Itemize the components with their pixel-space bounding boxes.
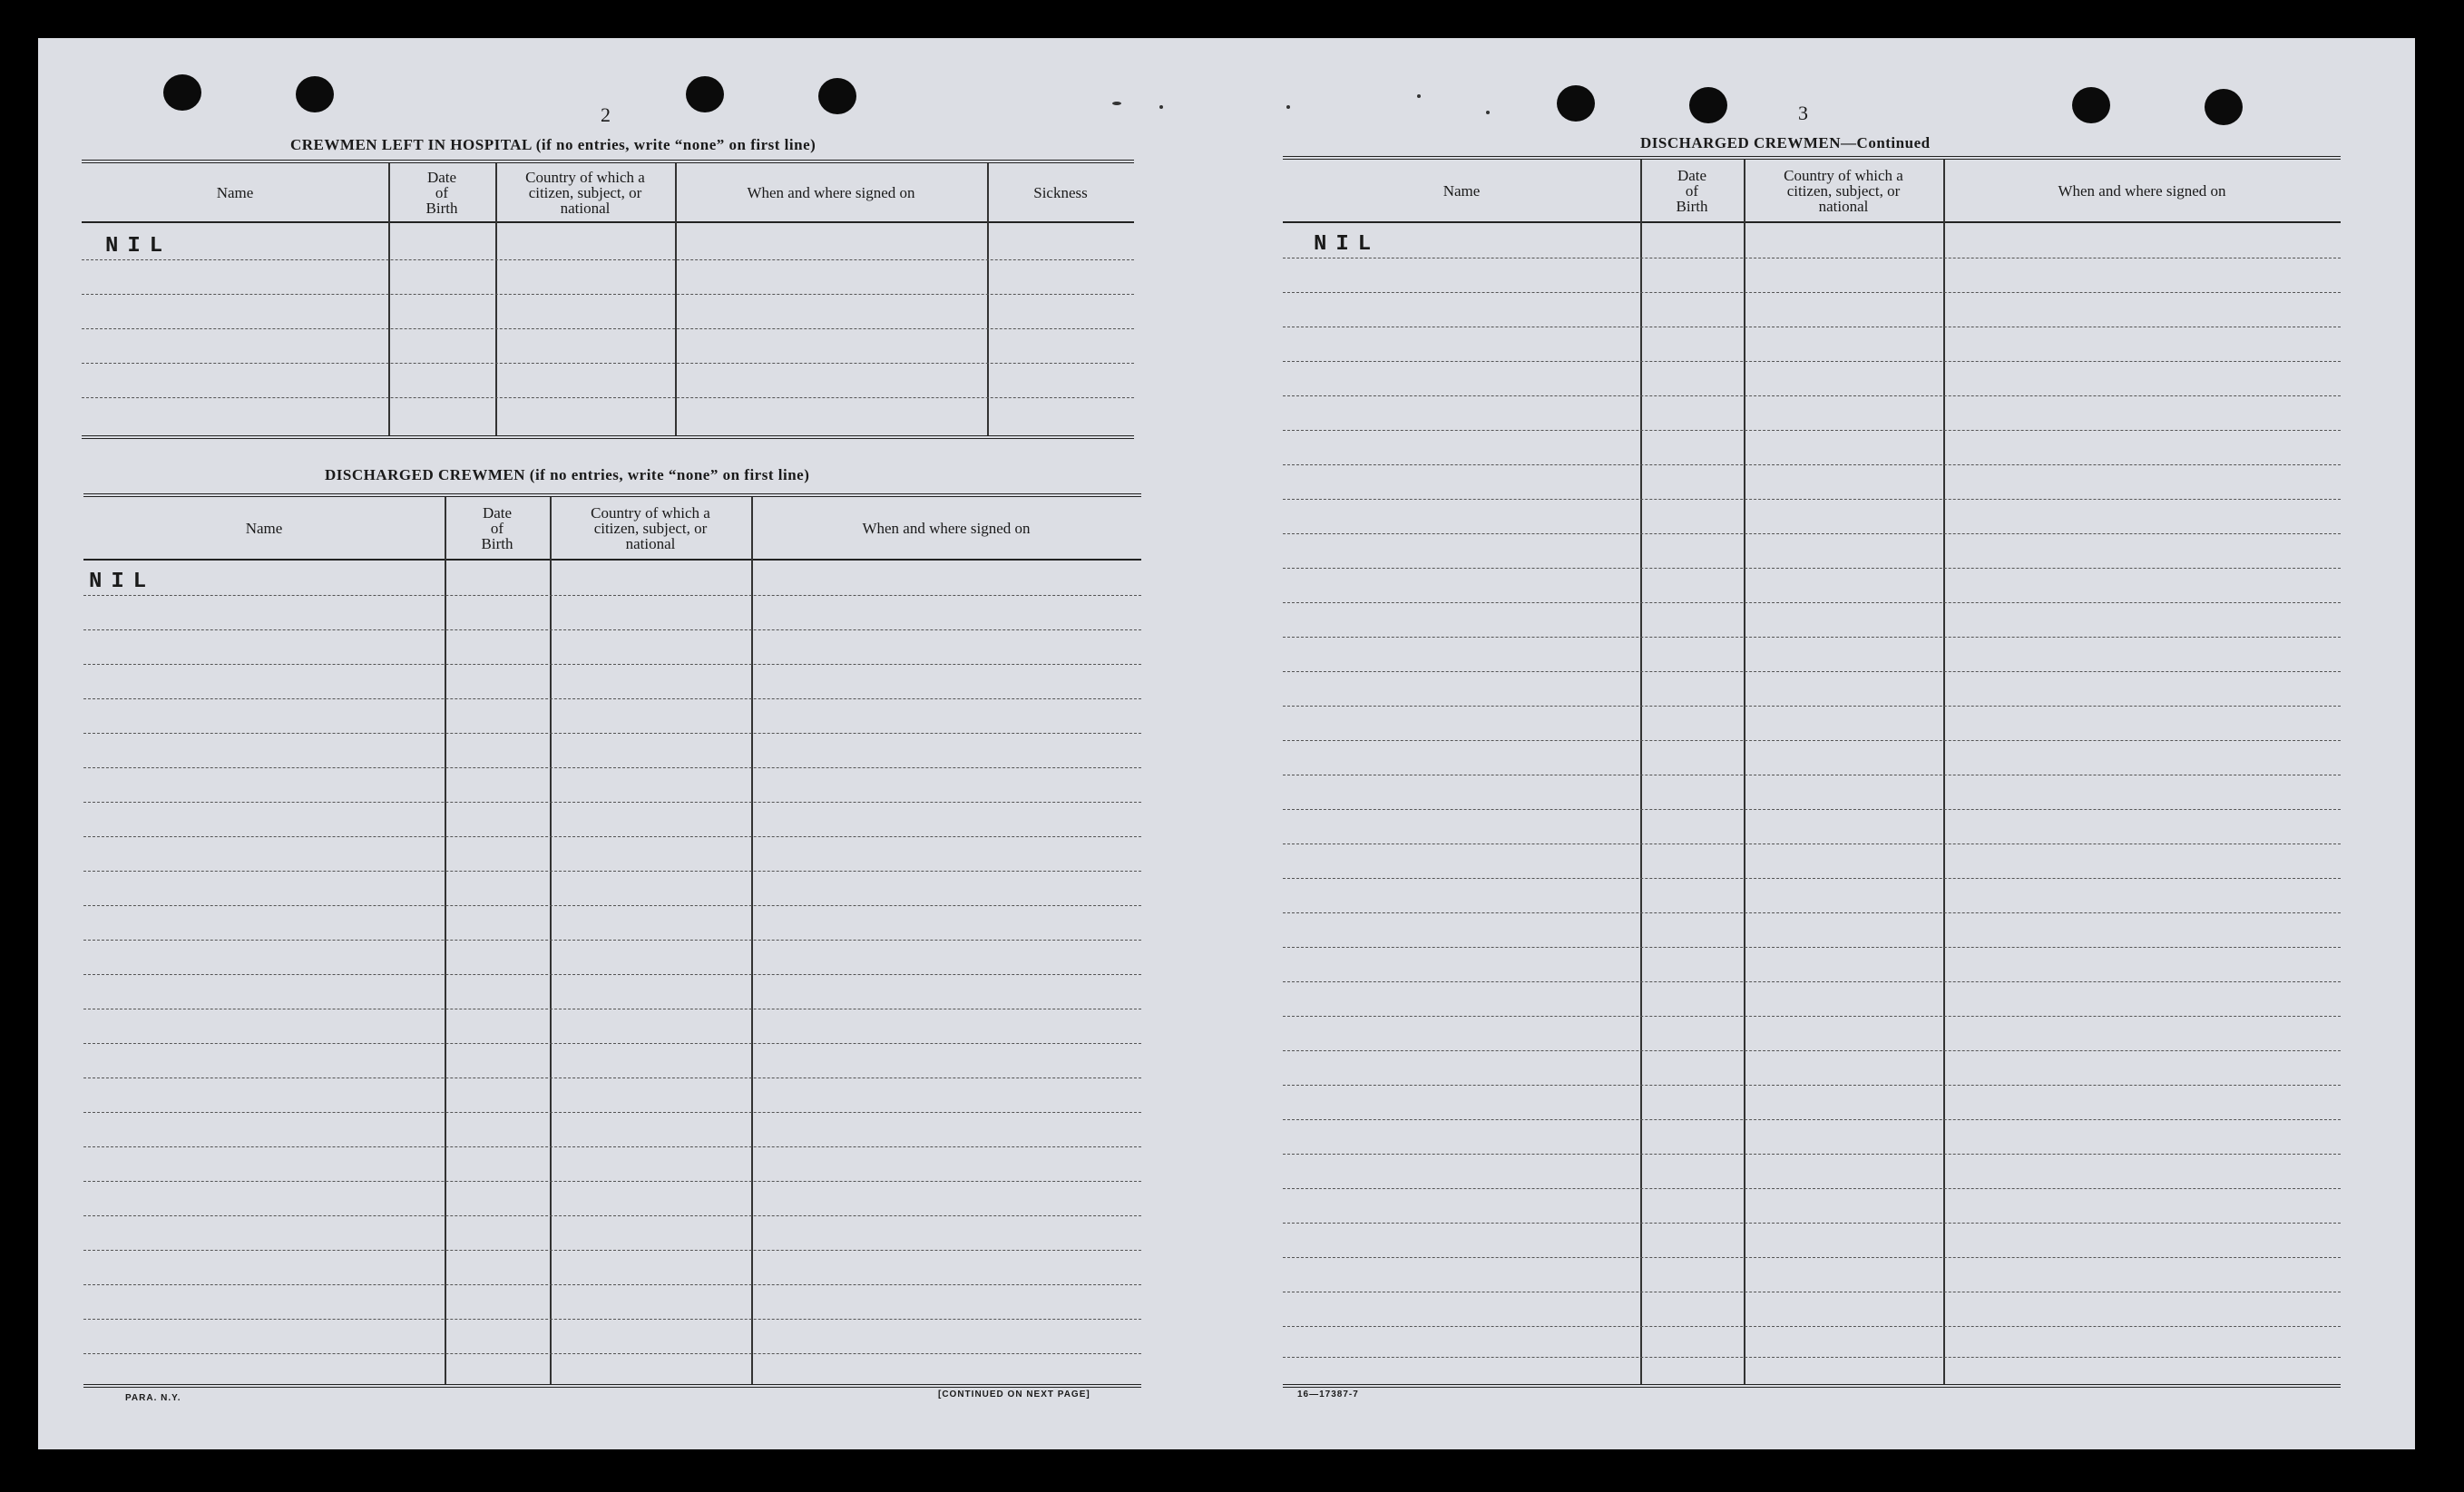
hospital-section-title: CREWMEN LEFT IN HOSPITAL (if no entries, write “none” on first line) — [290, 136, 816, 153]
col-header-name: Name — [1442, 181, 1481, 200]
document-sheet — [38, 38, 2415, 1449]
punch-hole — [163, 74, 201, 111]
punch-hole — [1689, 87, 1727, 123]
col-header-name: Name — [245, 519, 283, 537]
speck — [1159, 105, 1163, 109]
col-header-date-of-birth: Date of Birth — [425, 168, 458, 217]
discharged-table-right — [1283, 156, 2341, 1388]
hospital-table — [82, 160, 1134, 439]
hospital-entry-nil: NIL — [105, 234, 172, 258]
punch-hole — [2072, 87, 2110, 123]
col-header-when-where: When and where signed on — [2058, 181, 2226, 200]
discharged-section-title: DISCHARGED CREWMEN (if no entries, write “none” on first line) — [325, 466, 810, 483]
discharged-continued-title: DISCHARGED CREWMEN—Continued — [1640, 134, 1931, 151]
footer-continued: [CONTINUED ON NEXT PAGE] — [938, 1390, 1090, 1399]
discharged-entry-nil: NIL — [89, 570, 156, 594]
col-header-country: Country of which a citizen, subject, or national — [1784, 166, 1903, 215]
footer-printer-mark: PARA. N.Y. — [125, 1393, 181, 1403]
discharged-table-left — [83, 493, 1141, 1388]
punch-hole — [686, 76, 724, 112]
speck — [1112, 102, 1121, 105]
col-header-date-of-birth: Date of Birth — [1676, 166, 1708, 215]
punch-hole — [1557, 85, 1595, 122]
col-header-when-where: When and where signed on — [862, 519, 1031, 537]
col-header-sickness: Sickness — [1033, 183, 1088, 201]
page-number-right: 3 — [1798, 102, 1808, 124]
punch-hole — [818, 78, 856, 114]
punch-hole — [296, 76, 334, 112]
col-header-country: Country of which a citizen, subject, or national — [591, 503, 710, 552]
speck — [1417, 94, 1421, 98]
discharged-continued-entry-nil: NIL — [1314, 232, 1381, 257]
page-number-left: 2 — [601, 103, 611, 126]
speck — [1486, 111, 1490, 114]
footer-form-number: 16—17387-7 — [1297, 1390, 1359, 1399]
col-header-when-where: When and where signed on — [747, 183, 915, 201]
punch-hole — [2205, 89, 2243, 125]
col-header-name: Name — [216, 183, 254, 201]
speck — [1286, 105, 1290, 109]
col-header-date-of-birth: Date of Birth — [481, 503, 513, 552]
col-header-country: Country of which a citizen, subject, or national — [525, 168, 645, 217]
